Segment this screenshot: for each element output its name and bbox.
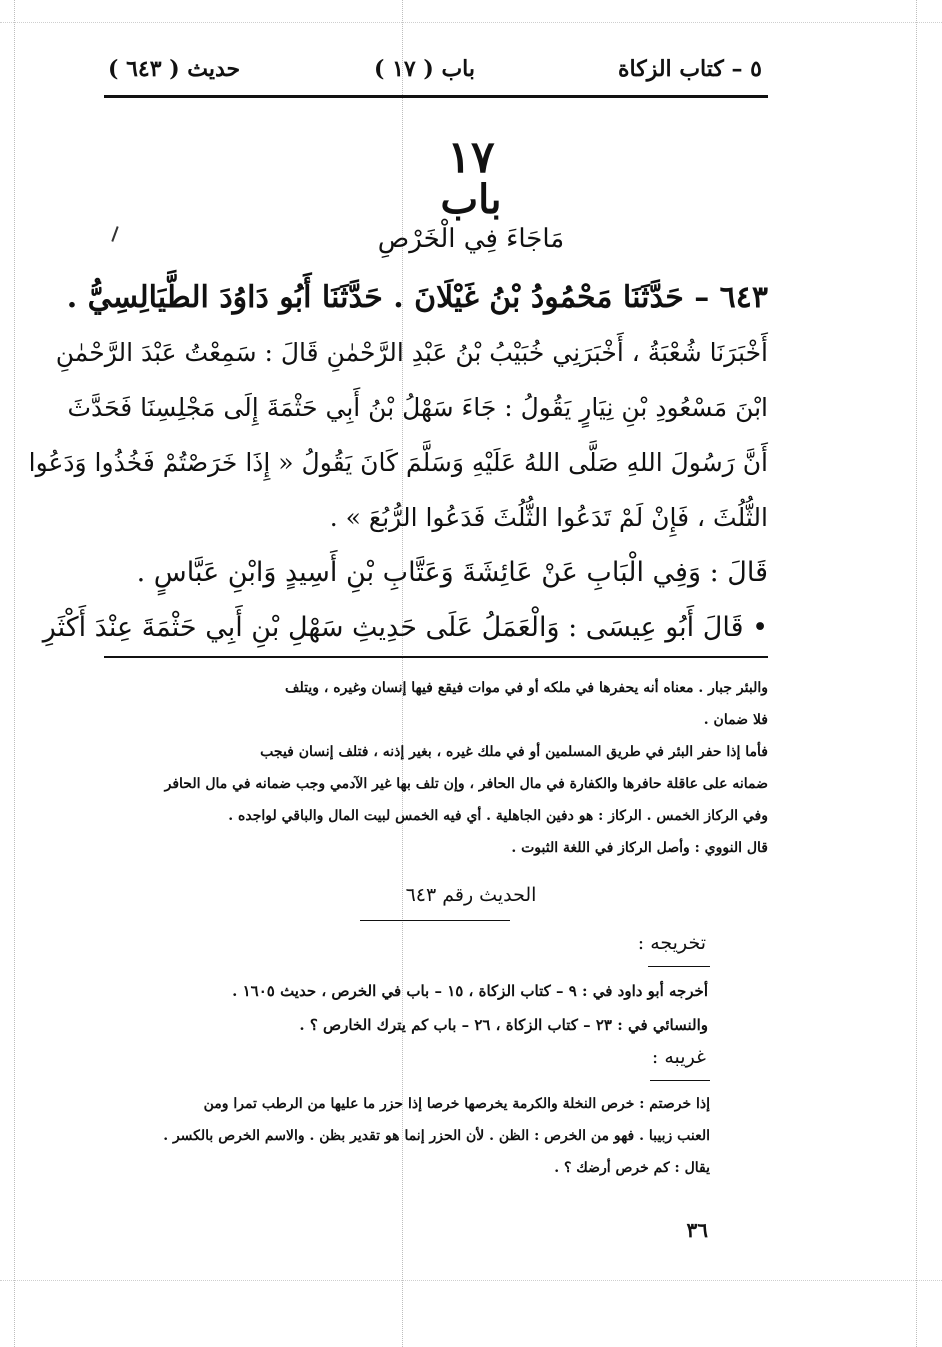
page-number: ٣٦ [686, 1218, 708, 1242]
footnote-line: والبئر جبار . معناه أنه يحفرها في ملكه أو في موات فيقع فيها إنسان وغيره ، ويتلف [285, 680, 768, 696]
hadith-line: ابْنَ مَسْعُودِ بْنِ نِيَارٍ يَقُولُ : جَاءَ سَهْلُ بْنُ أَبِي حَثْمَةَ إِلَى مَجْلِسِنَا فَحَدَّثَ [67, 393, 768, 422]
running-header [104, 56, 766, 92]
footnote-line: فأما إذا حفر البئر في طريق المسلمين أو في ملك غيره ، بغير إذنه ، فتلف إنسان فيجب [260, 744, 768, 760]
footnote-line: ضمانه على عاقلة حافرها والكفارة في مال الحافر ، وإن تلف بها غير الآدمي وجب ضمانه في مال الحافر [164, 776, 768, 792]
gharib-line: يقال : كم خرص أرضك ؟ . [554, 1160, 710, 1176]
hadith-line: قَالَ : وَفِي الْبَابِ عَنْ عَائِشَةَ وَعَتَّابِ بْنِ أَسِيدٍ وَابْنِ عَبَّاسٍ . [136, 557, 768, 588]
takhrij-label-underline [648, 966, 710, 967]
footnotes [104, 672, 768, 864]
gharib-label-underline [650, 1080, 710, 1081]
gharib-label: غريبه : [651, 1046, 706, 1068]
hadith-text [28, 270, 768, 655]
takhrij-line: أخرجه أبو داود في : ٩ – كتاب الزكاة ، ١٥ – باب في الخرص ، حديث ١٦٠٥ . [232, 982, 708, 1000]
header-book-title: ٥ – كتاب الزكاة [618, 56, 762, 82]
hadith-line: الثُّلُثَ ، فَإِنْ لَمْ تَدَعُوا الثُّلُثَ فَدَعُوا الرُّبُعَ » . [329, 503, 768, 532]
takhrij-label: تخريجه : [637, 932, 706, 954]
footnote-line: فلا ضمان . [703, 712, 768, 728]
footnote-separator [104, 656, 768, 658]
takhrij-section [104, 974, 708, 1042]
chapter-number: ١٧ [447, 132, 495, 183]
chapter-subtitle: مَاجَاءَ فِي الْخَرْصِ [377, 224, 565, 254]
header-rule [104, 95, 768, 98]
footnote-line: قال النووي : وأصل الركاز في اللغة الثبوت . [511, 840, 768, 856]
scan-dotted-line [0, 1280, 942, 1281]
gharib-section [100, 1088, 710, 1184]
hadith-line: أَنَّ رَسُولَ اللهِ صَلَّى اللهُ عَلَيْهِ وَسَلَّمَ كَانَ يَقُولُ « إِذَا خَرَصْتُمْ فَخُذُوا وَدَعُوا [28, 448, 768, 477]
hadith-line: أَخْبَرَنَا شُعْبَةُ ، أَخْبَرَنِي خُبَيْبُ بْنُ عَبْدِ الرَّحْمٰنِ قَالَ : سَمِعْتُ عَبْدَ الرَّحْمٰنِ [55, 338, 768, 367]
gharib-line: إذا خرصتم : خرص النخلة والكرمة يخرصها خرصا إذا حزر ما عليها من الرطب تمرا ومن [203, 1096, 710, 1112]
scan-dotted-line [0, 22, 942, 23]
takhrij-line: والنسائي في : ٢٣ – كتاب الزكاة ، ٢٦ – باب كم يترك الخارص ؟ . [299, 1016, 708, 1034]
hadith-number-underline [360, 920, 510, 921]
chapter-title: باب [440, 176, 502, 223]
hadith-line: ٦٤٣ – حَدَّثَنَا مَحْمُودُ بْنُ غَيْلَانَ . حَدَّثَنَا أَبُو دَاوُدَ الطَّيَالِسِيُّ . [66, 280, 768, 315]
hadith-line: • قَالَ أَبُو عِيسَى : وَالْعَمَلُ عَلَى حَدِيثِ سَهْلِ بْنِ أَبِي حَثْمَةَ عِنْدَ أَكْثَرِ [42, 612, 768, 643]
footnote-line: وفي الركاز الخمس . الركاز : هو دفين الجاهلية . أي فيه الخمس لبيت المال والباقي لواجده . [228, 808, 768, 824]
hadith-number-title: الحديث رقم ٦٤٣ [405, 884, 537, 906]
gharib-line: العنب زبيبا . فهو من الخرص : الظن . لأن الحزر إنما هو تقدير بظن . والاسم الخرص بالكسر . [163, 1128, 710, 1144]
header-hadith-number: ( ٦٤٣ ) حديث [108, 56, 241, 82]
header-bab-number: ( ١٧ ) باب [374, 56, 475, 82]
